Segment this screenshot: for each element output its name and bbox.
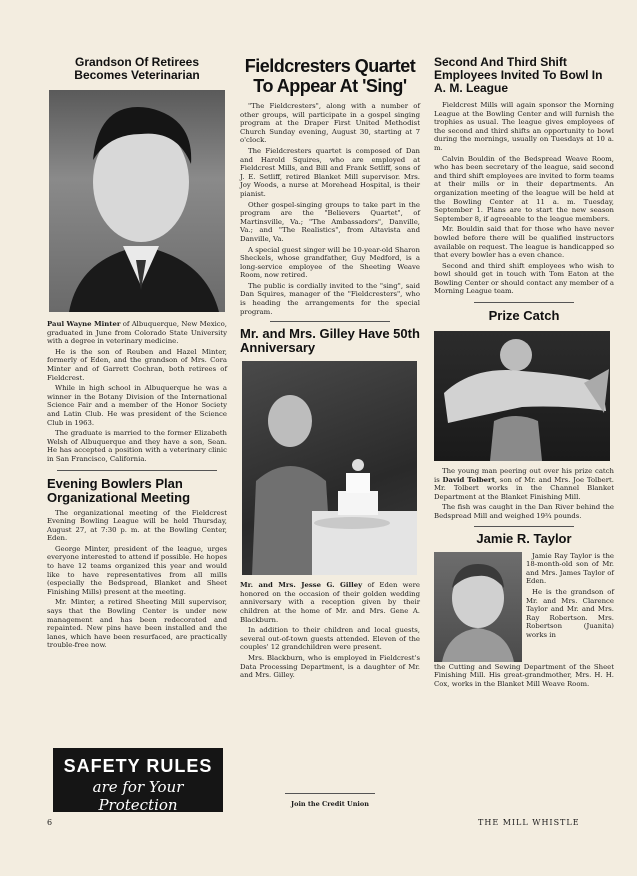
paragraph-prize-catch: The young man peering out over his prize catch is David Tolbert, son of Mr. and Mrs. Joe Tolbert. Mr. Tolbert works in the Channel Blanket Department at the Blanket Finishing Mill.	[434, 467, 614, 501]
paragraph: The organizational meeting of the Fieldcrest Evening Bowling League will be held Thursday, August 27, at 7:30 p. m. at the Bowling Center, Eden.	[47, 508, 227, 543]
photo-paul-minter	[49, 90, 225, 312]
caption-gilley: Mr. and Mrs. Jesse G. Gilley of Eden were honored on the occasion of their golden wedding anniversary with a reception given by their children at the home of Mr. and Mrs. Gene A. Blackburn.	[240, 581, 420, 624]
portrait-illustration	[49, 90, 225, 312]
photo-gilley-couple	[242, 361, 417, 575]
headline-quartet: Fieldcresters Quartet To Appear At 'Sing'	[244, 56, 416, 96]
paragraph: He is the son of Reuben and Hazel Minter, formerly of Eden, and the grandson of Mrs. Cora Minter and of Garrett Cochran, both retirees of Fieldcrest.	[47, 347, 227, 382]
paragraph: Mrs. Blackburn, who is employed in Fieldcrest's Data Processing Department, is a daughter of Mr. and Mrs. Gilley.	[240, 654, 420, 680]
divider	[285, 793, 375, 794]
publication-name: THE MILL WHISTLE	[478, 818, 580, 827]
headline-evening-bowlers: Evening Bowlers Plan Organizational Meeting	[47, 475, 191, 505]
paragraph: George Minter, president of the league, urges everyone interested to attend if possible. He hopes to have 12 teams organized this year and would like to have representatives from all mills (especially the Bedspread, Blanket and Sheet Finishing Mills) present at the meeting.	[47, 544, 227, 596]
headline-jamie-taylor: Jamie R. Taylor	[476, 530, 572, 546]
paragraph: The graduate is married to the former Elizabeth Welsh of Albuquerque and they have a son, Sean. He has accepted a position with a veterinary clinic in San Francisco, California.	[47, 429, 227, 463]
taylor-block	[434, 552, 614, 662]
anniversary-illustration	[242, 361, 417, 575]
paragraph: Mr. Minter, a retired Sheeting Mill supervisor, says that the Bowling Center is under new management and has been redecorated and repainted. New pins have been installed and the lanes, which have been resurfaced, are practically trouble-free now.	[47, 598, 227, 650]
credit-union-slogan: Join the Credit Union	[291, 800, 369, 808]
divider	[57, 470, 217, 471]
column-3	[434, 56, 614, 690]
headline-veterinarian: Grandson Of Retirees Becomes Veterinarian	[74, 55, 200, 82]
paragraph: Second and third shift employees who wish to bowl should get in touch with Tom Eaton at the Bowling Center or should contact any member of a Morning League team.	[434, 261, 614, 296]
headline-bowling-league: Second And Third Shift Employees Invited To Bowl In A. M. League	[434, 55, 603, 95]
safety-rules-banner	[53, 748, 223, 812]
paragraph: Mr. Bouldin said that for those who have never bowled before there will be qualified instructors available on request. The league is handicapped so that every bowler has a even chance.	[434, 225, 614, 260]
paragraph: He is the grandson of Mr. and Mrs. Clarence Taylor and Mr. and Mrs. Ray Robertson. Mrs. Robertson (Juanita) works in	[526, 588, 614, 639]
paragraph: The public is cordially invited to the "sing", said Dan Squires, manager of the "Fieldcresters", who is heading the arrangements for the special program.	[240, 281, 420, 316]
divider	[474, 302, 574, 303]
paragraph: Fieldcrest Mills will again sponsor the Morning League at the Bowling Center and will furnish the trophies as usual. The league gives employees of the second and third shifts an opportunity to bowl during the mornings, usually on Tuesdays at 10 a. m.	[434, 101, 614, 152]
paragraph: A special guest singer will be 10-year-old Sharon Sheckels, whose grandfather, Guy Medford, is a long-service employee of the Sheeting Weave Room, now retired.	[240, 245, 420, 280]
paragraph: "The Fieldcresters", along with a number of other groups, will participate in a gospel singing program at the Draper First United Methodist Church Sunday evening, August 30, starting at 7 o'clock.	[240, 102, 420, 145]
paragraph: the Cutting and Sewing Department of the Sheet Finishing Mill. His great-grandmother, Mrs. H. H. Cox, works in the Blanket Mill Weave Room.	[434, 662, 614, 688]
paragraph: The fish was caught in the Dan River behind the Bedspread Mill and weighed 19¾ pounds.	[434, 503, 614, 521]
safety-subtitle: are for Your Protection	[92, 778, 184, 814]
baby-portrait-illustration	[434, 552, 522, 662]
paragraph: While in high school in Albuquerque he was a winner in the Botany Division of the International Science Fair and a member of the Honor Society and Latin Club. He was president of the Science Club in 1963.	[47, 384, 227, 427]
caption-minter: Paul Wayne Minter of Albuquerque, New Mexico, graduated in June from Colorado State University with a degree in veterinary medicine.	[47, 320, 227, 346]
taylor-side-text	[526, 552, 614, 662]
column-2	[240, 56, 420, 682]
paragraph: The Fieldcresters quartet is composed of Dan and Harold Squires, who are employed at Fieldcrest Mills, and Bill and Frank Setliff, sons of J. E. Setliff, retired Blanket Mill supervisor. Mrs. Joy Woods, a nurse at Morehead Hospital, is their pianist.	[240, 146, 420, 198]
divider	[474, 526, 574, 527]
fish-illustration	[434, 331, 610, 461]
paragraph: Calvin Bouldin of the Bedspread Weave Room, who has been secretary of the league, said second and third shift employees are invited to form teams at their mills or in their departments. An organization meeting of the league will be held at the Bowling Center at 11 a. m. Tuesday, September 1. Plans are to start the new season September 8, if agreeable to the league members.	[434, 154, 614, 223]
paragraph: Jamie Ray Taylor is the 18-month-old son of Mr. and Mrs. James Taylor of Eden.	[526, 551, 614, 586]
headline-prize-catch: Prize Catch	[488, 308, 560, 324]
page-number: 6	[47, 818, 54, 827]
photo-prize-catch	[434, 331, 610, 461]
safety-title: SAFETY RULES	[63, 756, 213, 776]
paragraph: In addition to their children and local guests, several out-of-town guests attended. Eleven of the couples' 12 grandchildren were present.	[240, 626, 420, 652]
divider	[270, 321, 390, 322]
photo-jamie-taylor	[434, 552, 522, 662]
column-1	[47, 56, 227, 652]
headline-gilley: Mr. and Mrs. Gilley Have 50th Anniversary	[240, 326, 420, 356]
paragraph: Other gospel-singing groups to take part in the program are the "Believers Quartet", of Martinsville, Va.; "The Ambassadors", Danville, Va.; and "The Realistics", from Altavista and Danville, Va.	[240, 200, 420, 243]
